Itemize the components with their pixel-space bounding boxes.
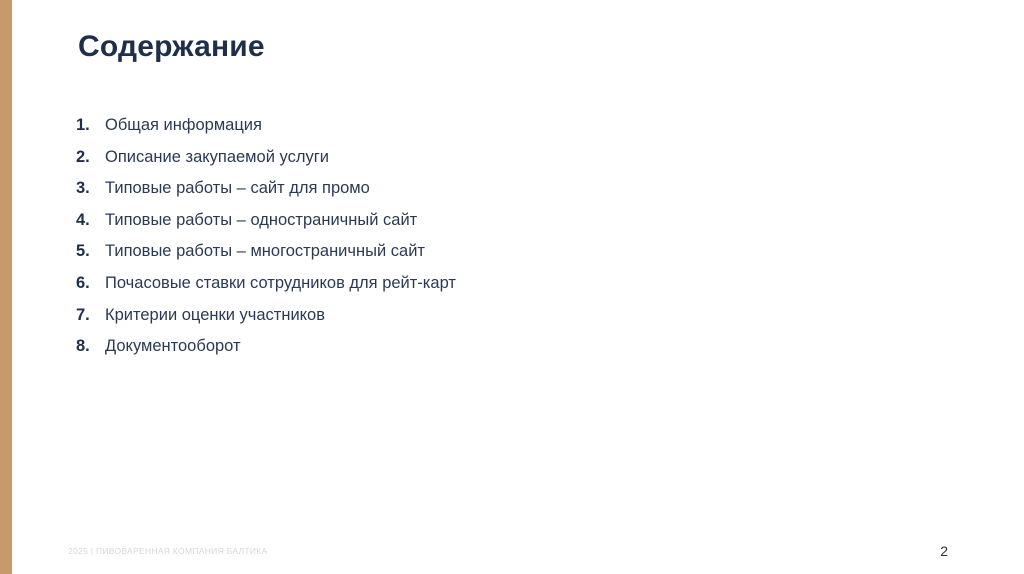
- list-item-text: Типовые работы – сайт для промо: [105, 179, 370, 198]
- page-number: 2: [940, 543, 948, 559]
- list-item-text: Типовые работы – многостраничный сайт: [105, 242, 425, 261]
- list-item-text: Общая информация: [105, 116, 262, 134]
- list-item-text: Почасовые ставки сотрудников для рейт-карт: [105, 273, 456, 292]
- list-item: [76, 116, 456, 148]
- list-item-number: 4.: [76, 210, 90, 229]
- list-item: [76, 242, 456, 274]
- accent-bar: [0, 0, 12, 574]
- list-item: [76, 274, 456, 306]
- list-item: [76, 179, 456, 211]
- list-item-number: 1.: [76, 116, 90, 134]
- list-item: [76, 306, 456, 338]
- list-item: [76, 211, 456, 243]
- list-item-number: 7.: [76, 305, 90, 324]
- list-item-number: 2.: [76, 147, 90, 166]
- footer-text: 2025 | ПИВОВАРЕННАЯ КОМПАНИЯ БАЛТИКА: [68, 546, 268, 556]
- list-item: [76, 148, 456, 180]
- page-title: Содержание: [78, 30, 265, 63]
- list-item-text: Типовые работы – одностраничный сайт: [105, 210, 418, 229]
- list-item-number: 5.: [76, 242, 90, 261]
- list-item-number: 3.: [76, 179, 90, 198]
- list-item-number: 6.: [76, 273, 90, 292]
- list-item-text: Документооборот: [105, 337, 241, 356]
- table-of-contents: [76, 116, 456, 369]
- list-item-number: 8.: [76, 337, 90, 356]
- list-item: [76, 337, 456, 369]
- list-item-text: Описание закупаемой услуги: [105, 147, 329, 166]
- list-item-text: Критерии оценки участников: [105, 305, 326, 324]
